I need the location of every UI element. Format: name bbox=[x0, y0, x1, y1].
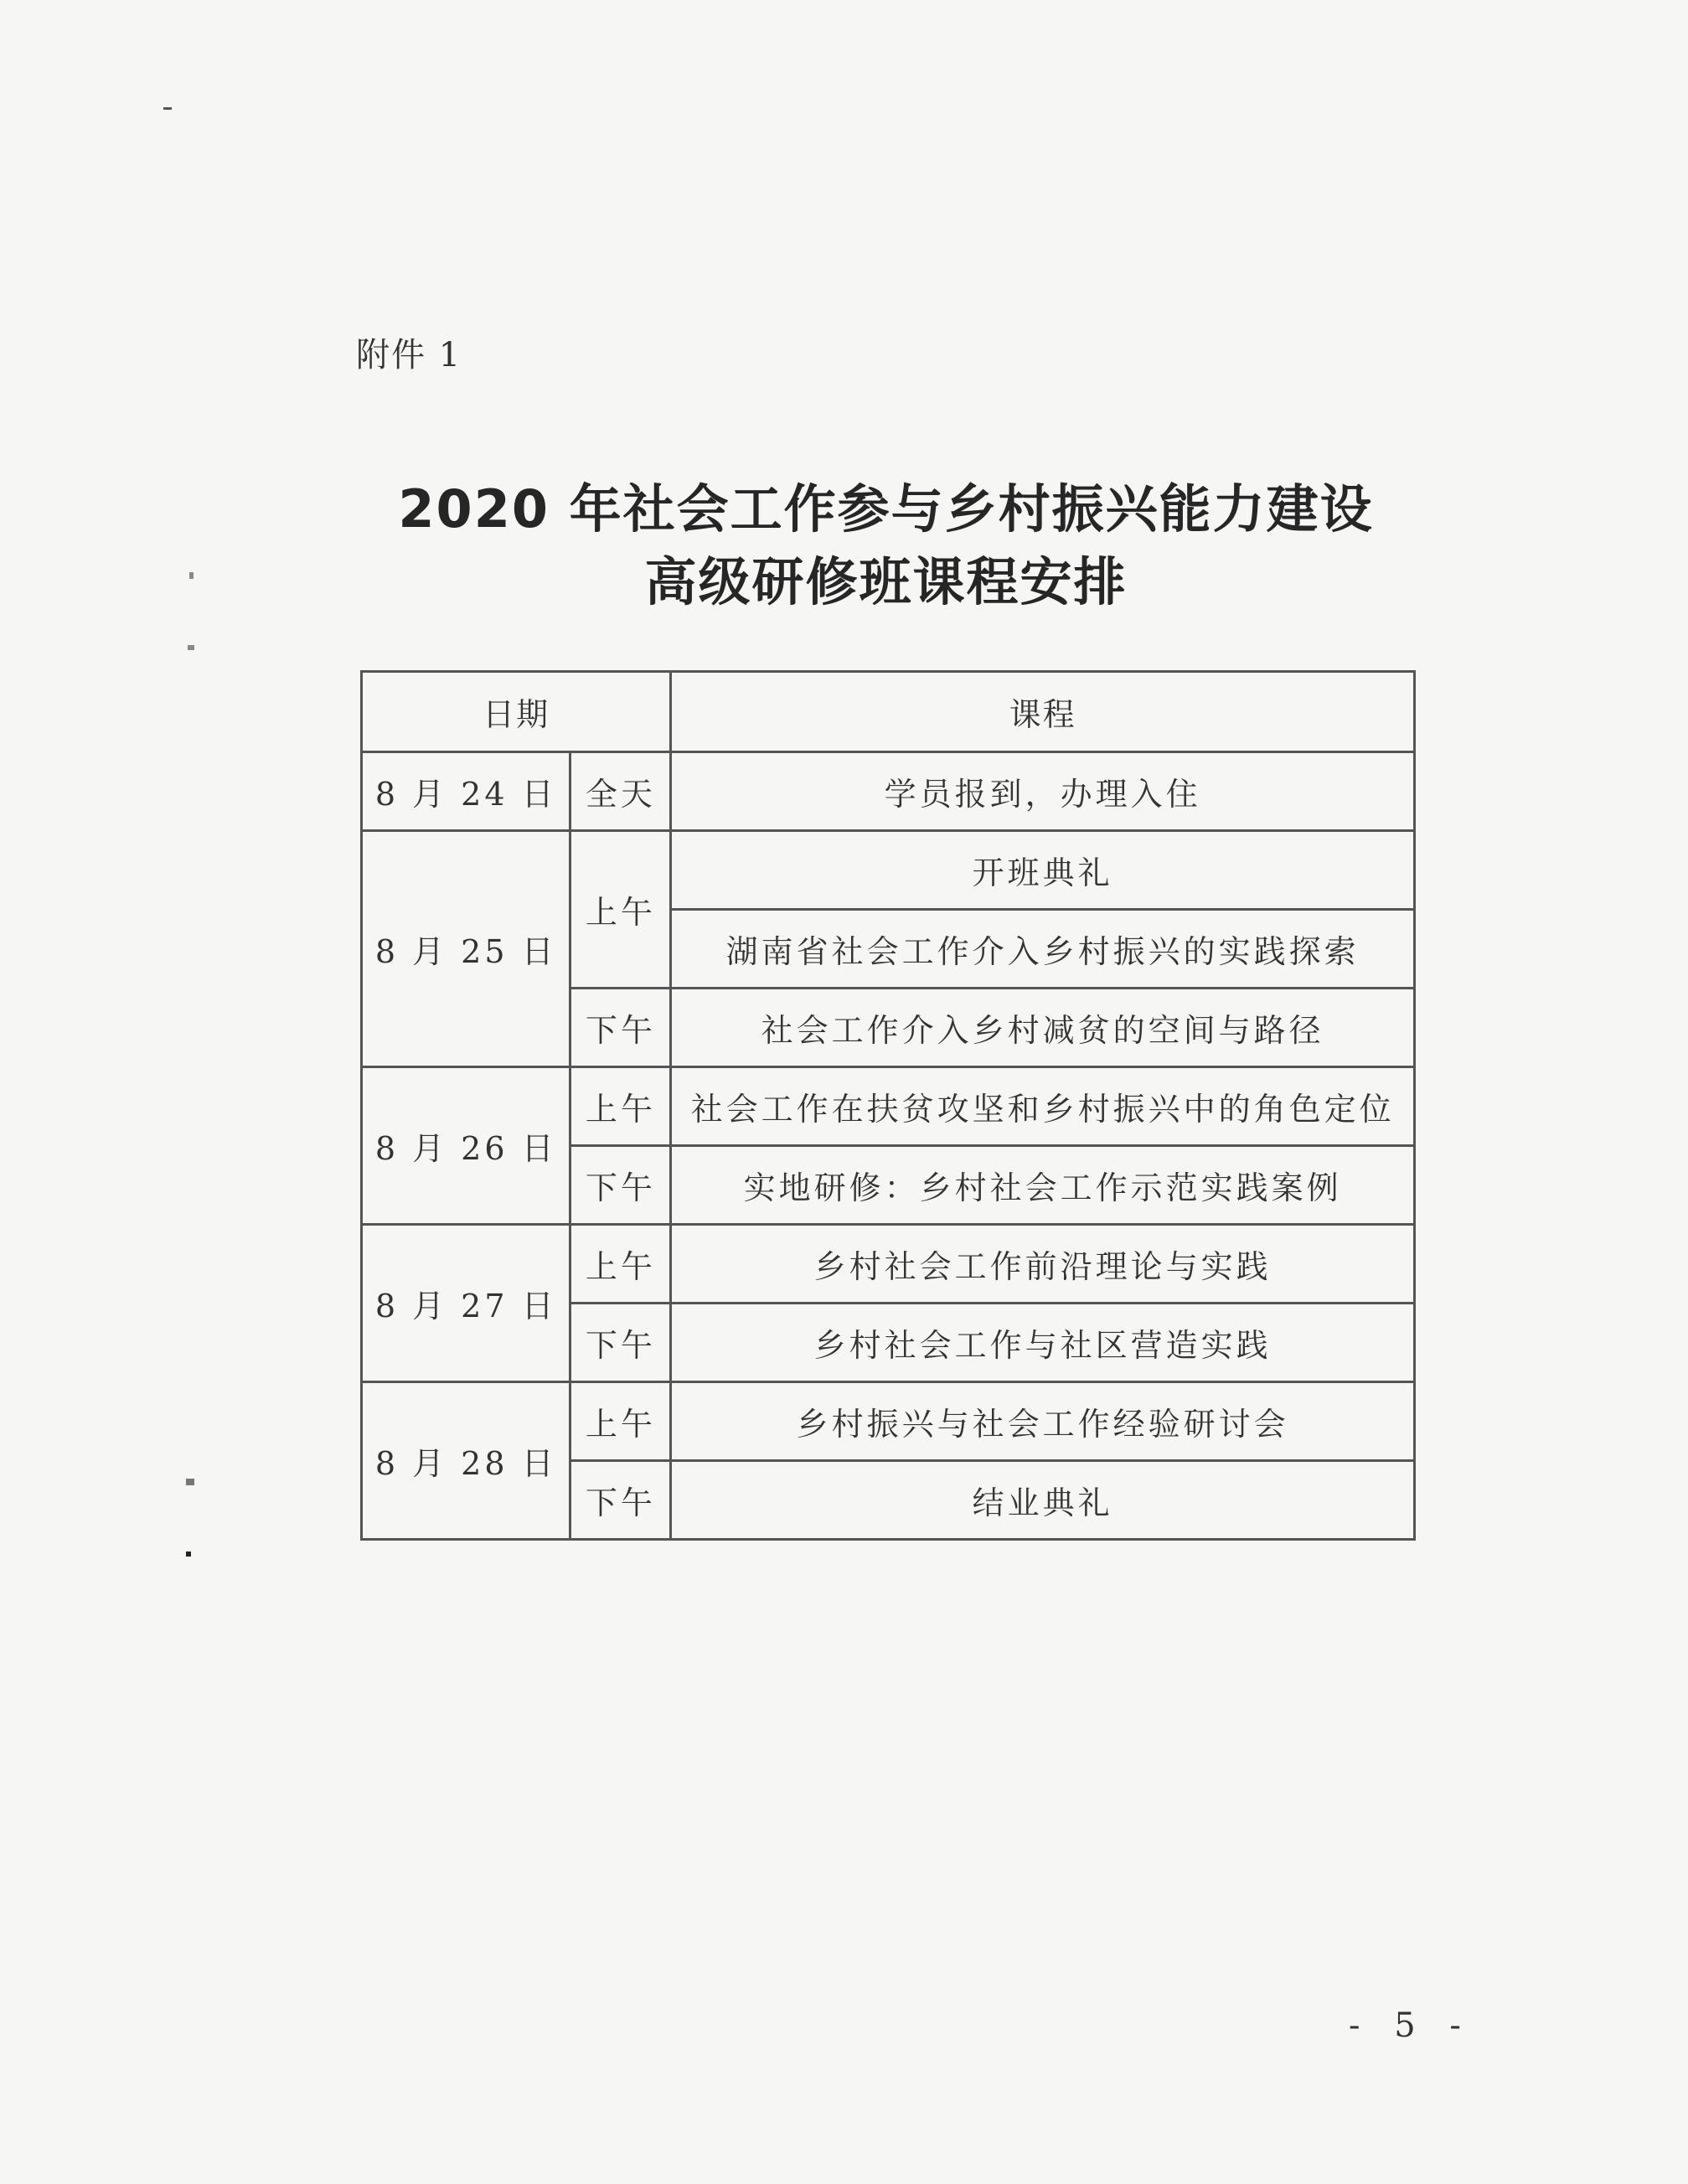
document-title-line-1: 2020 年社会工作参与乡村振兴能力建设 bbox=[398, 478, 1374, 540]
period-cell: 下午 bbox=[570, 1304, 671, 1382]
course-cell: 结业典礼 bbox=[671, 1461, 1415, 1540]
course-cell: 乡村社会工作前沿理论与实践 bbox=[671, 1225, 1415, 1304]
period-cell: 上午 bbox=[570, 831, 671, 989]
course-cell: 开班典礼 bbox=[671, 831, 1415, 910]
scan-mark bbox=[186, 1552, 191, 1557]
date-cell: 8 月 28 日 bbox=[362, 1382, 570, 1540]
header-date: 日期 bbox=[362, 672, 671, 752]
date-cell: 8 月 26 日 bbox=[362, 1067, 570, 1225]
attachment-label: 附件 1 bbox=[356, 336, 462, 374]
table-header-row bbox=[362, 672, 1415, 752]
scan-mark bbox=[188, 645, 194, 650]
table-row bbox=[362, 752, 1415, 831]
table-row bbox=[362, 831, 1415, 910]
course-schedule-table bbox=[360, 670, 1416, 1541]
date-cell: 8 月 25 日 bbox=[362, 831, 570, 1067]
table-row bbox=[362, 1225, 1415, 1304]
document-title-line-2: 高级研修班课程安排 bbox=[644, 551, 1128, 612]
header-course: 课程 bbox=[671, 672, 1415, 752]
table-row bbox=[362, 1382, 1415, 1461]
date-cell: 8 月 24 日 bbox=[362, 752, 570, 831]
course-cell: 实地研修：乡村社会工作示范实践案例 bbox=[671, 1146, 1415, 1225]
period-cell: 上午 bbox=[570, 1067, 671, 1146]
period-cell: 上午 bbox=[570, 1225, 671, 1304]
period-cell: 下午 bbox=[570, 1146, 671, 1225]
period-cell: 下午 bbox=[570, 1461, 671, 1540]
course-cell: 湖南省社会工作介入乡村振兴的实践探索 bbox=[671, 910, 1415, 989]
scan-mark bbox=[186, 1479, 194, 1485]
course-cell: 学员报到，办理入住 bbox=[671, 752, 1415, 831]
period-cell: 下午 bbox=[570, 989, 671, 1067]
period-cell: 上午 bbox=[570, 1382, 671, 1461]
scan-mark bbox=[163, 107, 172, 110]
table-row bbox=[362, 1067, 1415, 1146]
course-cell: 乡村社会工作与社区营造实践 bbox=[671, 1304, 1415, 1382]
date-cell: 8 月 27 日 bbox=[362, 1225, 570, 1382]
course-cell: 社会工作在扶贫攻坚和乡村振兴中的角色定位 bbox=[671, 1067, 1415, 1146]
page-number: - 5 - bbox=[1349, 2006, 1473, 2045]
period-cell: 全天 bbox=[570, 752, 671, 831]
course-cell: 乡村振兴与社会工作经验研讨会 bbox=[671, 1382, 1415, 1461]
course-cell: 社会工作介入乡村减贫的空间与路径 bbox=[671, 989, 1415, 1067]
